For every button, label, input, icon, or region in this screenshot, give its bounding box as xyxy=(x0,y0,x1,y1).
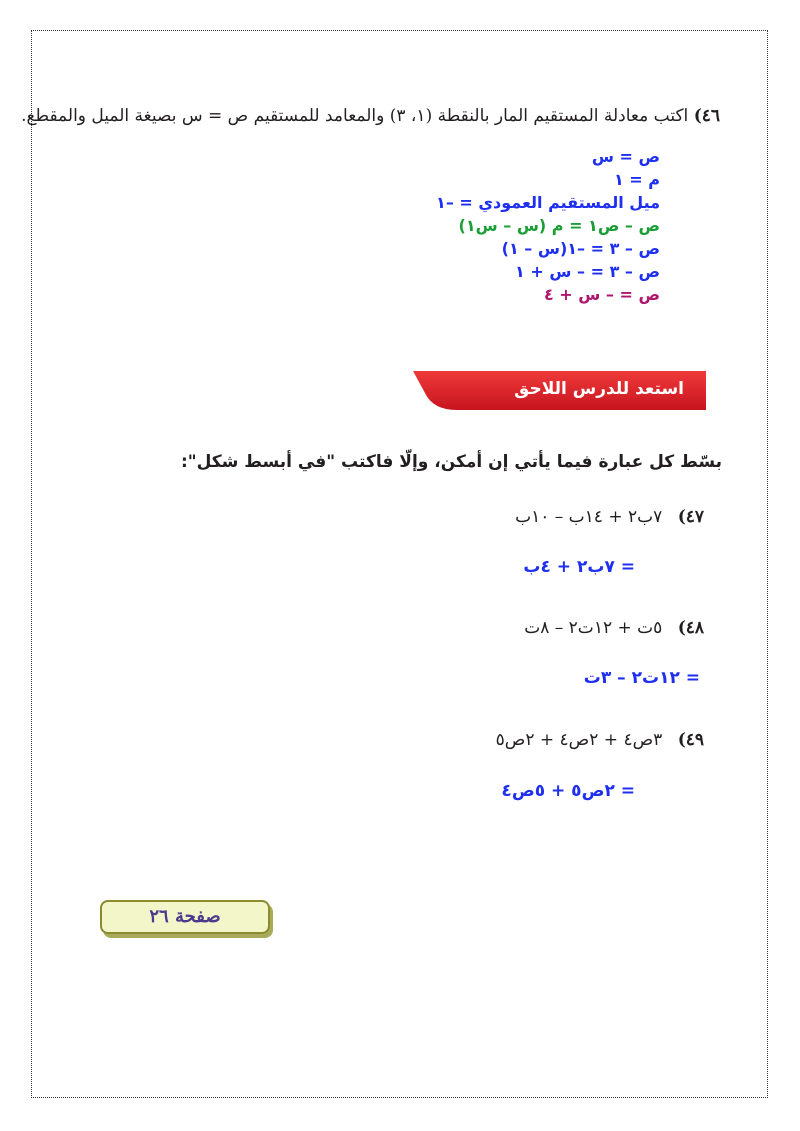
question-47-expr: ٧ب٢ + ١٤ب – ١٠ب xyxy=(515,507,663,527)
question-46-text: اكتب معادلة المستقيم المار بالنقطة (١، ٣) والمعامد للمستقيم ص = س بصيغة الميل والمقطع. xyxy=(21,106,689,126)
instruction-text: بسّط كل عبارة فيما يأتي إن أمكن، وإلّا فاكتب "في أبسط شكل": xyxy=(180,452,722,472)
question-48-number: ٤٨) xyxy=(677,618,704,638)
page-number-badge: صفحة ٢٦ xyxy=(100,900,270,934)
question-49-expr: ٣ص٤ + ٢ص٤ + ٢ص٥ xyxy=(495,730,663,750)
question-49-number: ٤٩) xyxy=(677,730,704,750)
solution-line-7: ص = – س + ٤ xyxy=(543,285,660,304)
banner-title: استعد للدرس اللاحق xyxy=(514,379,684,399)
question-48 xyxy=(524,618,704,638)
solution-line-4: ص – ص١ = م (س – س١) xyxy=(458,216,660,235)
solution-line-3: ميل المستقيم العمودي = –١ xyxy=(436,193,660,212)
answer-48: = ١٢ت٢ – ٣ت xyxy=(583,668,700,688)
question-46 xyxy=(21,106,720,126)
solution-line-2: م = ١ xyxy=(613,170,660,189)
answer-49: = ٢ص٥ + ٥ص٤ xyxy=(501,781,635,801)
answer-47: = ٧ب٢ + ٤ب xyxy=(523,557,635,577)
solution-line-6: ص – ٣ = – س + ١ xyxy=(515,262,660,281)
solution-line-1: ص = س xyxy=(591,147,660,166)
section-banner xyxy=(413,371,706,410)
question-47 xyxy=(515,507,704,527)
question-47-number: ٤٧) xyxy=(677,507,704,527)
question-46-number: ٤٦) xyxy=(693,106,720,126)
solution-line-5: ص – ٣ = –١(س – ١) xyxy=(501,239,660,258)
question-49 xyxy=(496,730,704,750)
solution-46 xyxy=(360,145,660,306)
question-48-expr: ٥ت + ١٢ت٢ – ٨ت xyxy=(524,618,663,638)
